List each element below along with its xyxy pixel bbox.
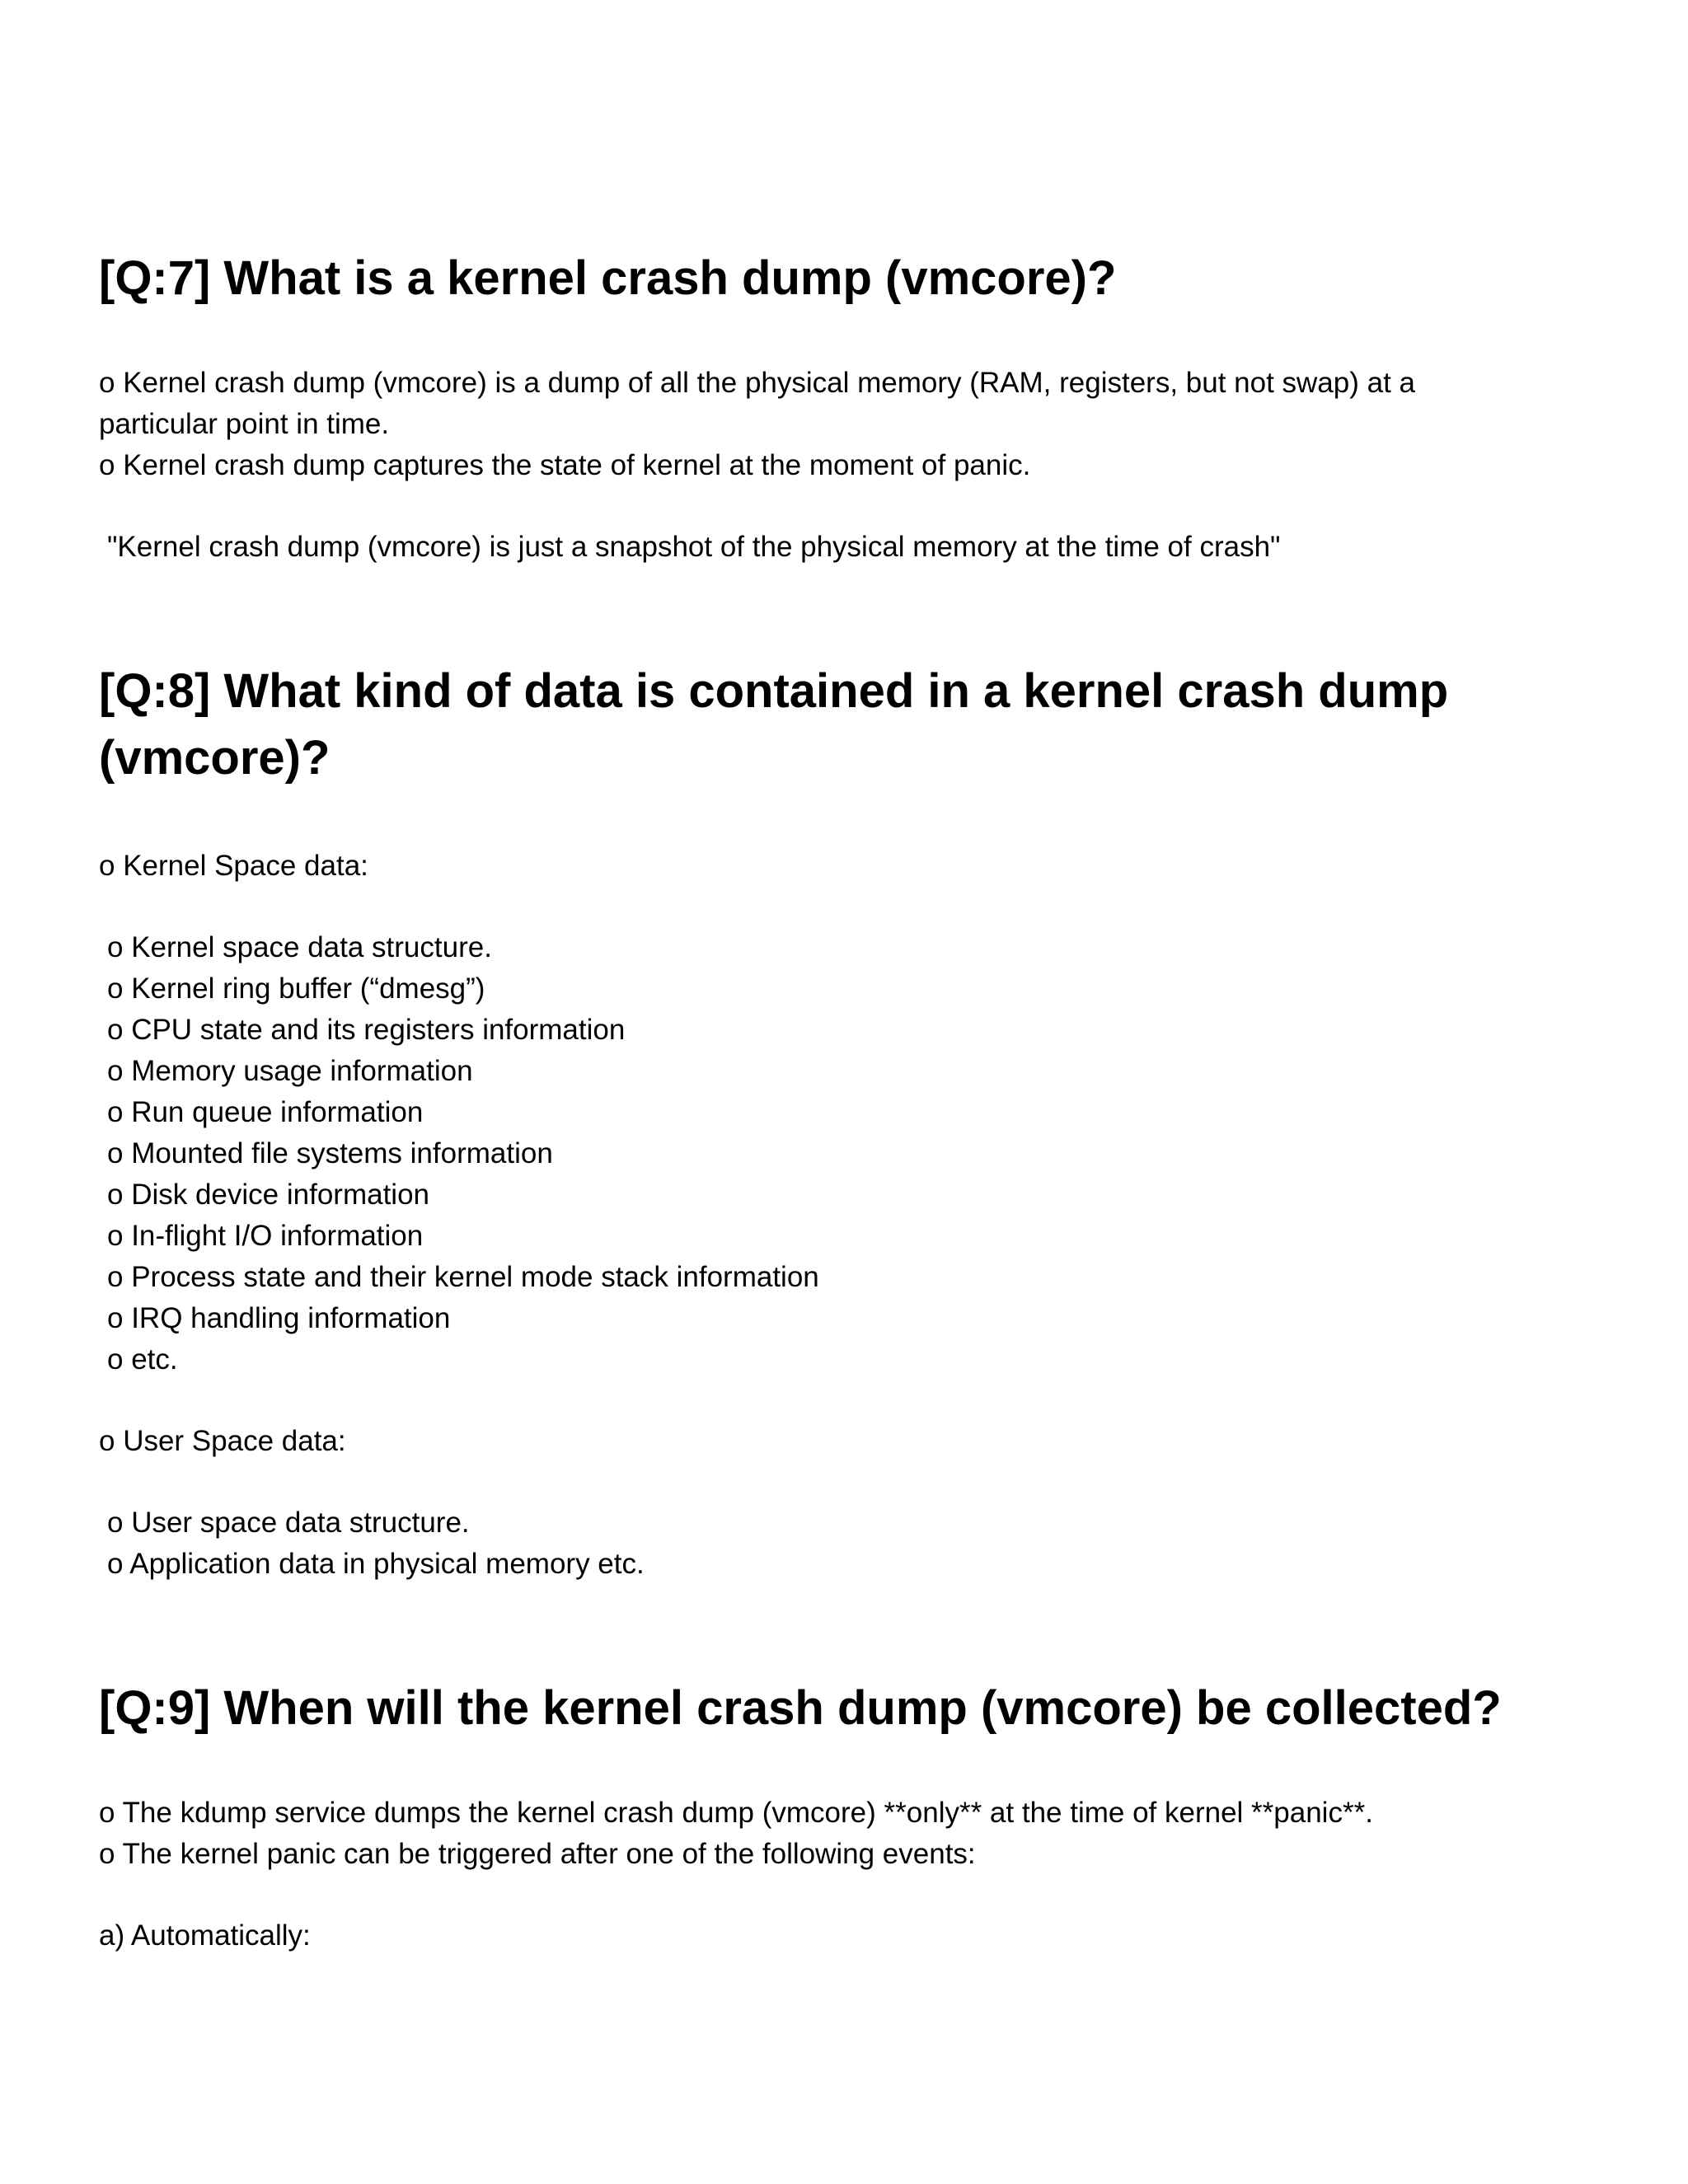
list-item: o Kernel ring buffer (“dmesg”) bbox=[107, 972, 485, 1005]
q7-line-2: particular point in time. bbox=[99, 408, 390, 440]
list-item: o Run queue information bbox=[107, 1096, 424, 1128]
list-item: o Application data in physical memory etc. bbox=[107, 1548, 645, 1580]
list-item: o User space data structure. bbox=[107, 1507, 470, 1539]
q9-sub-label: a) Automatically: bbox=[99, 1919, 311, 1952]
list-item: o Process state and their kernel mode stack information bbox=[107, 1261, 819, 1293]
list-item: o etc. bbox=[107, 1343, 178, 1376]
list-item: o Disk device information bbox=[107, 1179, 429, 1211]
q7-line-1: o Kernel crash dump (vmcore) is a dump of all the physical memory (RAM, registers, but not swap) at a bbox=[99, 367, 1415, 399]
list-item: o In-flight I/O information bbox=[107, 1220, 424, 1252]
q9-line-1: o The kdump service dumps the kernel crash dump (vmcore) **only** at the time of kernel **panic**. bbox=[99, 1797, 1373, 1829]
q9-line-2: o The kernel panic can be triggered after one of the following events: bbox=[99, 1838, 976, 1870]
q7-heading: [Q:7] What is a kernel crash dump (vmcore)? bbox=[99, 251, 1117, 305]
list-item: o CPU state and its registers information bbox=[107, 1014, 626, 1046]
list-item: o IRQ handling information bbox=[107, 1302, 451, 1334]
user-space-label: o User Space data: bbox=[99, 1425, 346, 1457]
q8-heading-line-2: (vmcore)? bbox=[99, 731, 331, 785]
list-item: o Memory usage information bbox=[107, 1055, 473, 1087]
q7-quote: "Kernel crash dump (vmcore) is just a snapshot of the physical memory at the time of crash" bbox=[107, 531, 1281, 563]
q7-line-3: o Kernel crash dump captures the state of kernel at the moment of panic. bbox=[99, 449, 1031, 481]
q9-heading: [Q:9] When will the kernel crash dump (vmcore) be collected? bbox=[99, 1681, 1502, 1735]
list-item: o Mounted file systems information bbox=[107, 1137, 553, 1169]
kernel-space-label: o Kernel Space data: bbox=[99, 850, 368, 882]
q8-heading-line-1: [Q:8] What kind of data is contained in a kernel crash dump bbox=[99, 664, 1449, 718]
list-item: o Kernel space data structure. bbox=[107, 931, 492, 963]
